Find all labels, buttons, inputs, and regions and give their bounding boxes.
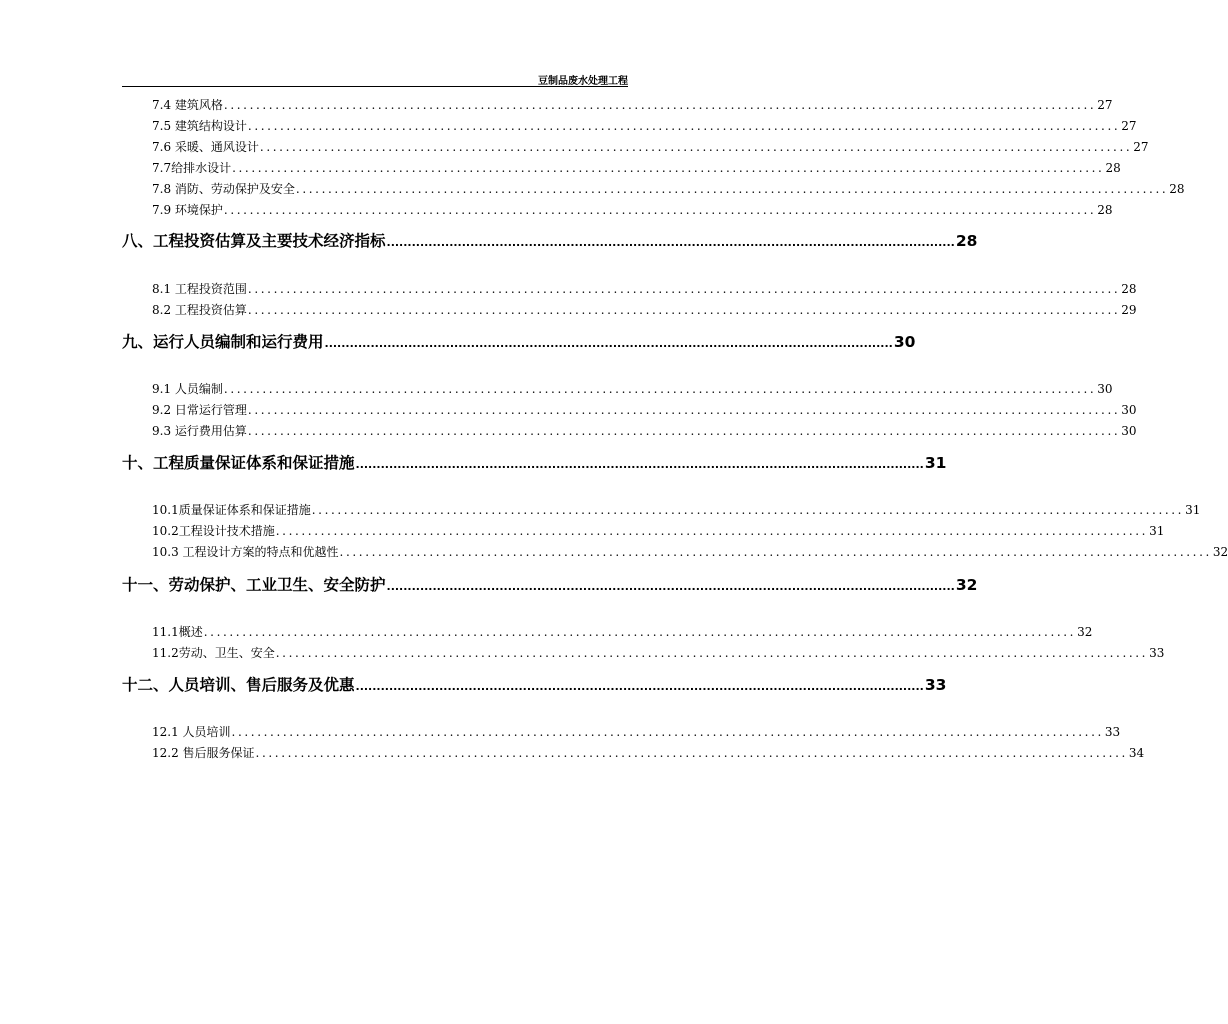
toc-chapter-title: 十、工程质量保证体系和保证措施 — [122, 454, 355, 472]
toc-dot-leader: ........................................................................................................................................ — [247, 424, 1121, 438]
toc-entry-title: 11.1概述 — [152, 625, 203, 639]
toc-entry[interactable] — [152, 644, 1165, 662]
toc-entry-title: 8.2 工程投资估算 — [152, 303, 247, 317]
toc-dot-leader: ........................................................................................................................................ — [247, 403, 1121, 417]
toc-entry-title: 10.2工程设计技术措施 — [152, 524, 275, 538]
toc-page-number: 30 — [1121, 424, 1137, 438]
toc-entry-title: 12.1 人员培训 — [152, 725, 231, 739]
toc-page-number: 32 — [1077, 625, 1093, 639]
toc-page-number: 31 — [1185, 503, 1201, 517]
toc-page-number: 28 — [1105, 161, 1121, 175]
toc-dot-leader: ........................................................................................................................................ — [247, 303, 1121, 317]
toc-dot-leader: ........................................................................................................................................ — [295, 182, 1169, 196]
toc-entry[interactable] — [152, 501, 1201, 519]
toc-page-number: 32 — [955, 576, 978, 594]
toc-entry-title: 9.1 人员编制 — [152, 382, 223, 396]
toc-page-number: 27 — [1121, 119, 1137, 133]
toc-dot-leader: ........................................................................................................................................ — [386, 580, 955, 593]
toc-dot-leader: ........................................................................................................................................ — [247, 119, 1121, 133]
toc-page-number: 28 — [1169, 182, 1185, 196]
toc-dot-leader: ........................................................................................................................................ — [339, 545, 1212, 559]
toc-entry-title: 8.1 工程投资范围 — [152, 282, 247, 296]
toc-entry[interactable] — [152, 201, 1113, 219]
toc-page-number: 28 — [955, 232, 978, 250]
header-rule — [122, 86, 628, 87]
toc-dot-leader: ........................................................................................................................................ — [311, 503, 1185, 517]
toc-chapter-entry[interactable] — [122, 451, 947, 473]
toc-page-number: 32 — [1212, 545, 1228, 559]
toc-chapter-title: 八、工程投资估算及主要技术经济指标 — [122, 232, 386, 250]
toc-entry-title: 11.2劳动、卫生、安全 — [152, 646, 275, 660]
toc-dot-leader: ........................................................................................................................................ — [223, 98, 1097, 112]
toc-entry-title: 12.2 售后服务保证 — [152, 746, 255, 760]
toc-dot-leader: ........................................................................................................................................ — [223, 203, 1097, 217]
toc-entry[interactable] — [152, 280, 1137, 298]
toc-entry-title: 10.1质量保证体系和保证措施 — [152, 503, 311, 517]
toc-entry[interactable] — [152, 96, 1113, 114]
toc-page-number: 30 — [893, 333, 916, 351]
toc-entry-title: 7.9 环境保护 — [152, 203, 223, 217]
toc-entry-title: 10.3 工程设计方案的特点和优越性 — [152, 545, 339, 559]
toc-entry-title: 7.5 建筑结构设计 — [152, 119, 247, 133]
toc-page-number: 29 — [1121, 303, 1137, 317]
toc-entry[interactable] — [152, 422, 1137, 440]
toc-dot-leader: ........................................................................................................................................ — [275, 524, 1149, 538]
toc-entry-title: 7.4 建筑风格 — [152, 98, 223, 112]
toc-page-number: 27 — [1133, 140, 1149, 154]
toc-entry[interactable] — [152, 138, 1149, 156]
toc-entry[interactable] — [152, 117, 1137, 135]
toc-dot-leader: ........................................................................................................................................ — [203, 625, 1077, 639]
toc-chapter-title: 十二、人员培训、售后服务及优惠 — [122, 676, 355, 694]
toc-entry[interactable] — [152, 522, 1165, 540]
toc-dot-leader: ........................................................................................................................................ — [223, 382, 1097, 396]
toc-dot-leader: ........................................................................................................................................ — [232, 161, 1105, 175]
toc-page-number: 33 — [1104, 725, 1121, 739]
toc-entry-title: 9.3 运行费用估算 — [152, 424, 247, 438]
toc-chapter-title: 十一、劳动保护、工业卫生、安全防护 — [122, 576, 386, 594]
toc-page-number: 28 — [1097, 203, 1113, 217]
toc-entry[interactable] — [152, 159, 1121, 177]
running-header: 豆制品废水处理工程 — [538, 76, 628, 87]
toc-dot-leader: ........................................................................................................................................ — [247, 282, 1121, 296]
toc-page-number: 30 — [1121, 403, 1137, 417]
toc-page-number: 31 — [924, 454, 947, 472]
toc-dot-leader: ........................................................................................................................................ — [231, 725, 1104, 739]
toc-page-number: 31 — [1149, 524, 1165, 538]
toc-entry[interactable] — [152, 380, 1113, 398]
toc-page-number: 27 — [1097, 98, 1113, 112]
toc-page-number: 34 — [1128, 746, 1145, 760]
toc-dot-leader: ........................................................................................................................................ — [355, 680, 924, 693]
toc-dot-leader: ........................................................................................................................................ — [386, 236, 955, 249]
toc-chapter-title: 九、运行人员编制和运行费用 — [122, 333, 324, 351]
toc-entry[interactable] — [152, 401, 1137, 419]
toc-dot-leader: ........................................................................................................................................ — [255, 746, 1128, 760]
toc-chapter-entry[interactable] — [122, 229, 978, 251]
toc-dot-leader: ........................................................................................................................................ — [259, 140, 1133, 154]
toc-entry-title: 7.7给排水设计 — [152, 161, 232, 175]
toc-entry[interactable] — [152, 180, 1185, 198]
toc-entry[interactable] — [152, 543, 1228, 561]
toc-entry-title: 9.2 日常运行管理 — [152, 403, 247, 417]
toc-entry-title: 7.6 采暖、通风设计 — [152, 140, 259, 154]
toc-dot-leader: ........................................................................................................................................ — [275, 646, 1149, 660]
toc-entry[interactable] — [152, 623, 1093, 641]
toc-entry[interactable] — [152, 744, 1145, 762]
toc-entry[interactable] — [152, 723, 1121, 741]
toc-chapter-entry[interactable] — [122, 573, 978, 595]
toc-dot-leader: ........................................................................................................................................ — [355, 458, 924, 471]
toc-entry[interactable] — [152, 301, 1137, 319]
toc-page-number: 33 — [924, 676, 947, 694]
toc-page-number: 30 — [1097, 382, 1113, 396]
toc-dot-leader: ........................................................................................................................................ — [324, 337, 893, 350]
toc-chapter-entry[interactable] — [122, 330, 916, 352]
toc-chapter-entry[interactable] — [122, 673, 947, 695]
toc-entry-title: 7.8 消防、劳动保护及安全 — [152, 182, 295, 196]
toc-page-number: 28 — [1121, 282, 1137, 296]
toc-page-number: 33 — [1149, 646, 1165, 660]
